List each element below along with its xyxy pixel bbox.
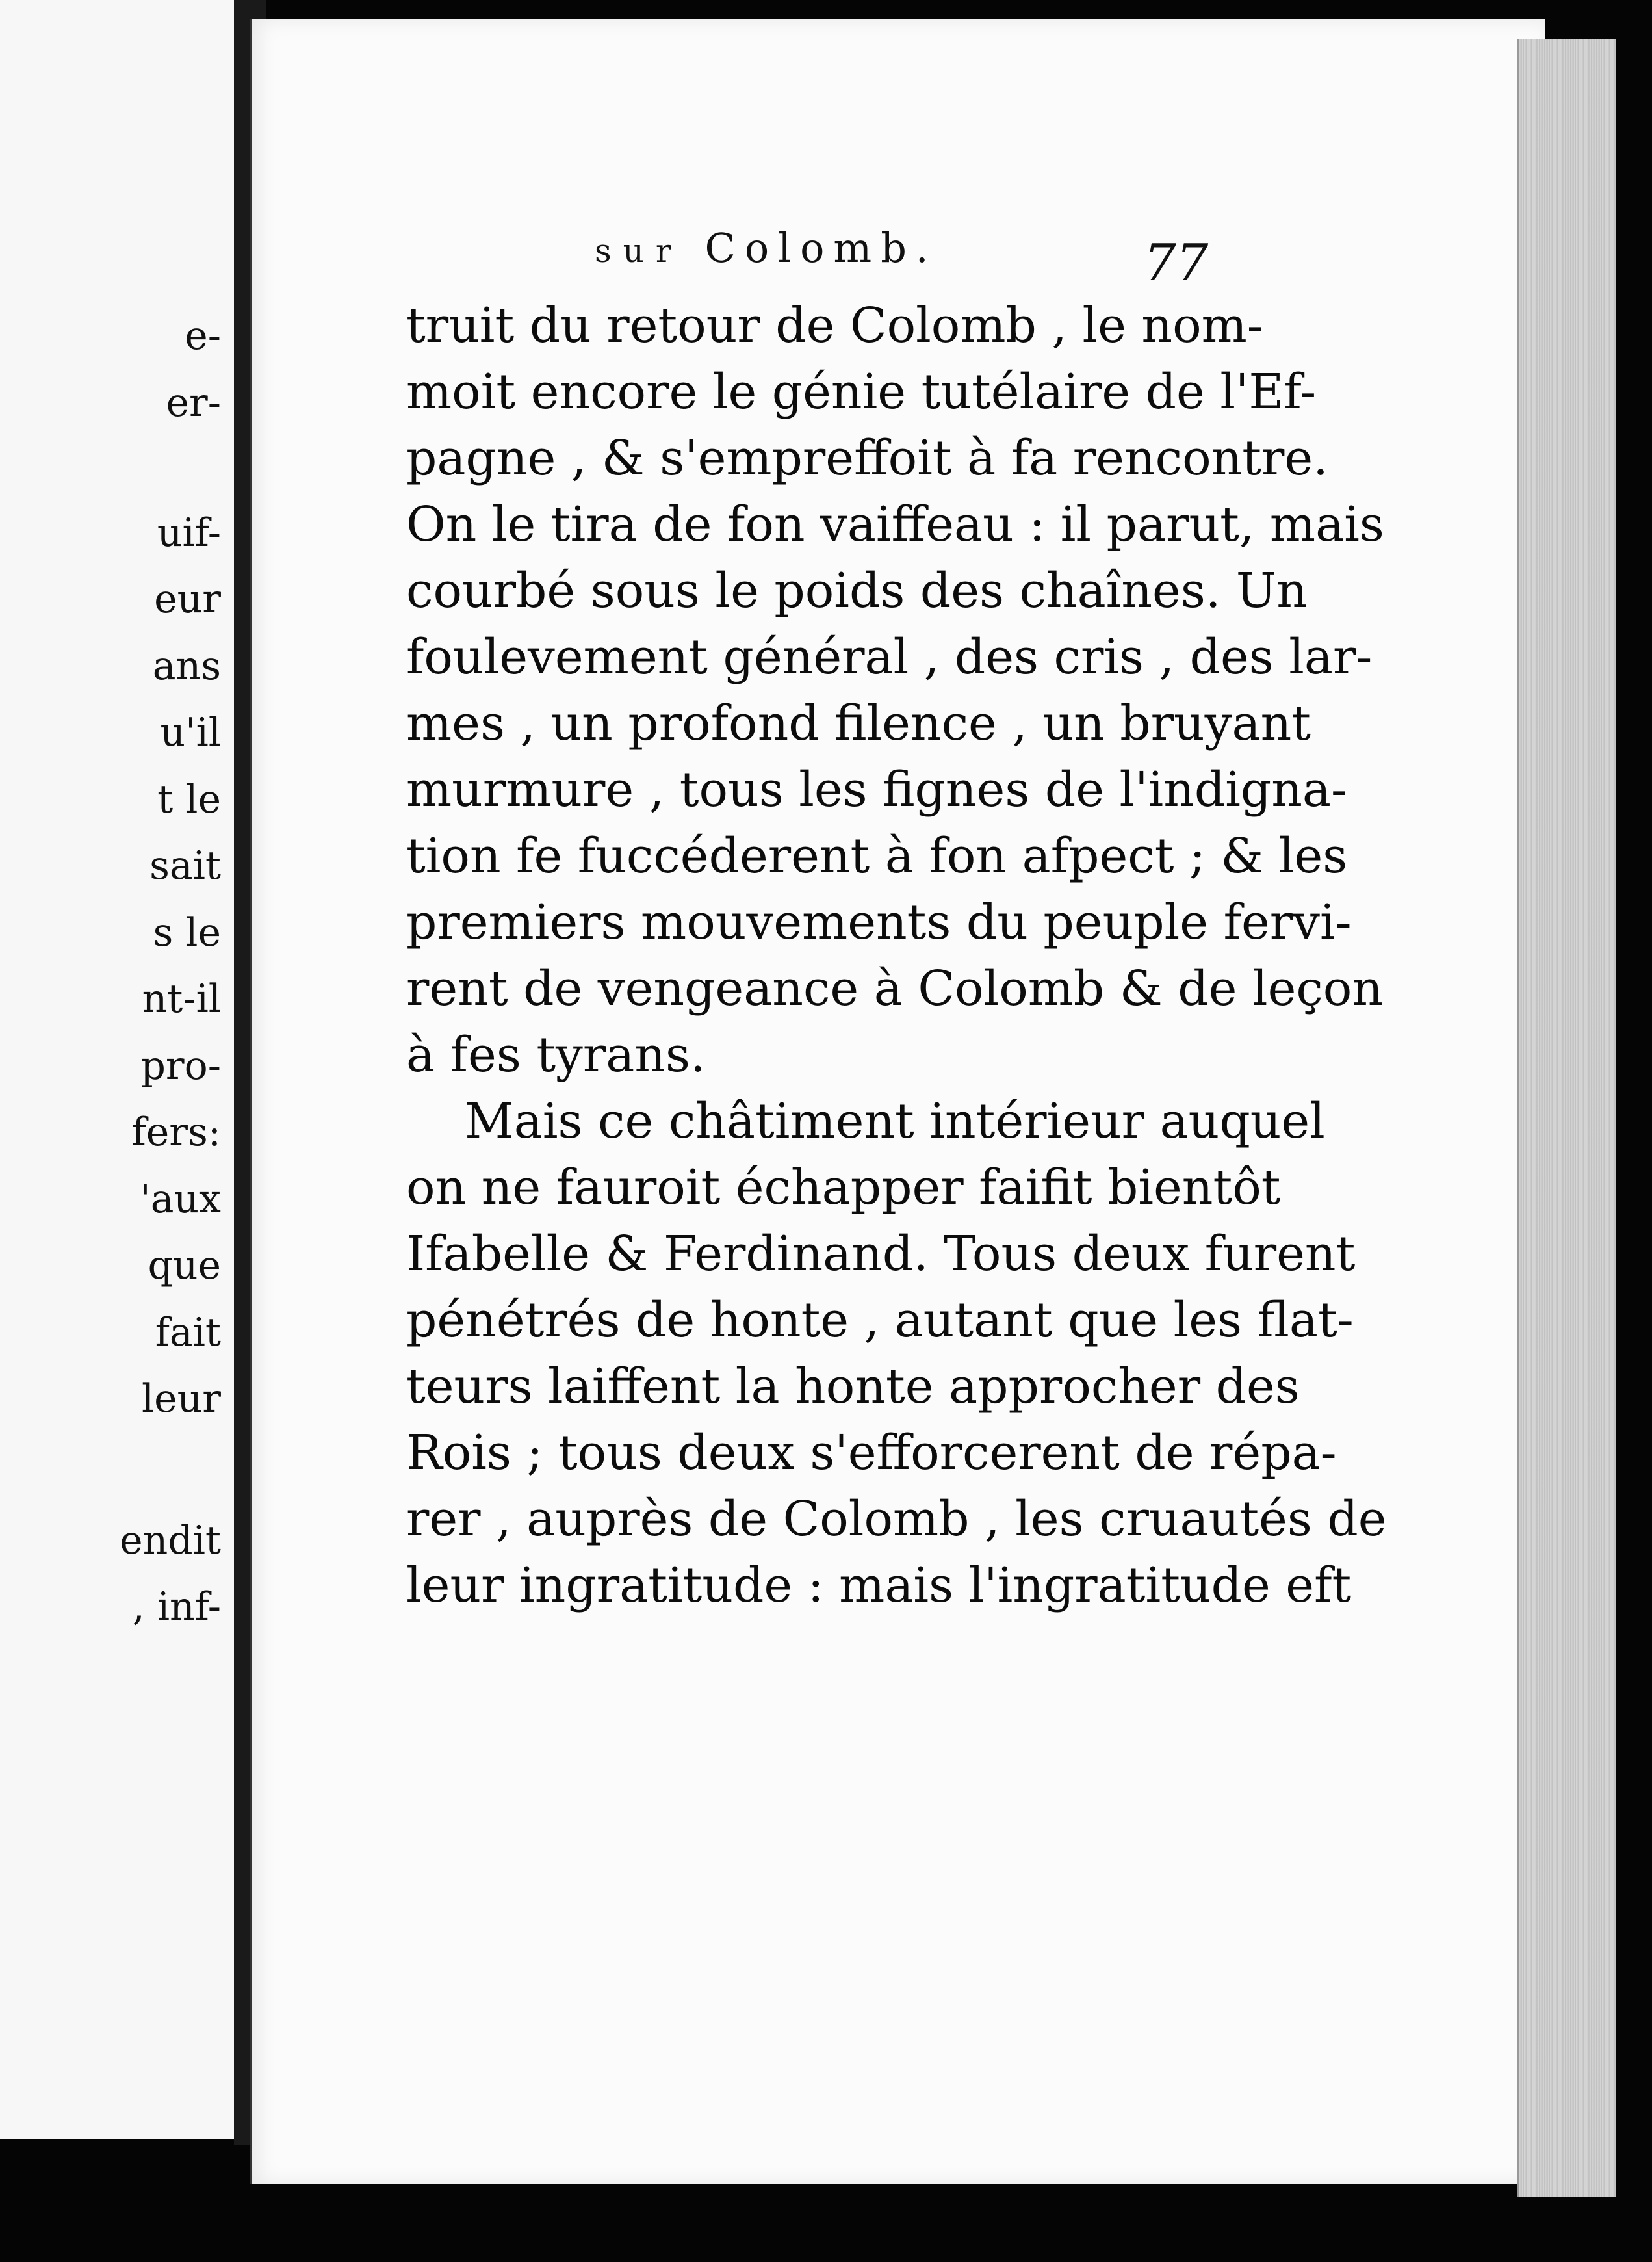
left-line-fragment: u'il bbox=[160, 710, 221, 755]
text-line: premiers mouvements du peuple fervi- bbox=[406, 894, 1352, 950]
body-text bbox=[406, 292, 1387, 1618]
text-line: rent de vengeance à Colomb & de leçon bbox=[406, 961, 1384, 1017]
text-line: murmure , tous les fignes de l'indigna- bbox=[406, 762, 1348, 818]
left-line-fragment: fait bbox=[155, 1310, 221, 1355]
running-head bbox=[595, 224, 938, 272]
text-line: rer , auprès de Colomb , les cruautés de bbox=[406, 1491, 1387, 1547]
text-line: Mais ce châtiment intérieur auquel bbox=[465, 1093, 1325, 1149]
text-line: pénétrés de honte , autant que les flat- bbox=[406, 1292, 1354, 1348]
text-line: tion fe fuccéderent à fon afpect ; & les bbox=[406, 828, 1348, 884]
text-line: leur ingratitude : mais l'ingratitude eft bbox=[406, 1557, 1352, 1613]
left-line-fragment: pro- bbox=[140, 1043, 221, 1089]
left-line-fragment: 'aux bbox=[140, 1176, 221, 1222]
left-page bbox=[0, 0, 236, 2138]
left-line-fragment: e- bbox=[185, 313, 221, 359]
left-line-fragment: endit bbox=[120, 1518, 221, 1563]
text-line: truit du retour de Colomb , le nom- bbox=[406, 298, 1263, 354]
page-number: 77 bbox=[1144, 234, 1209, 292]
text-line: moit encore le génie tutélaire de l'Ef- bbox=[406, 364, 1317, 420]
text-line: mes , un profond filence , un bruyant bbox=[406, 696, 1311, 751]
text-line: foulevement général , des cris , des lar- bbox=[406, 629, 1373, 685]
text-line: Ifabelle & Ferdinand. Tous deux furent bbox=[406, 1226, 1356, 1282]
left-line-fragment: eur bbox=[154, 577, 221, 622]
left-line-fragment: ans bbox=[152, 644, 221, 689]
left-line-fragment: nt-il bbox=[142, 976, 221, 1022]
text-line: On le tira de fon vaiffeau : il parut, mais bbox=[406, 497, 1384, 552]
text-line: à fes tyrans. bbox=[406, 1027, 706, 1083]
left-line-fragment: uif- bbox=[157, 510, 221, 556]
text-line: on ne fauroit échapper faifit bientôt bbox=[406, 1160, 1281, 1216]
left-line-fragment: fers: bbox=[131, 1110, 221, 1155]
left-line-fragment: , inf- bbox=[132, 1584, 221, 1630]
left-line-fragment: er- bbox=[166, 380, 221, 426]
left-line-fragment: s le bbox=[153, 910, 221, 956]
page-edges bbox=[1517, 39, 1616, 2197]
text-line: Rois ; tous deux s'efforcerent de répa- bbox=[406, 1425, 1337, 1481]
left-line-fragment: que bbox=[148, 1243, 221, 1288]
running-head-sur: sur bbox=[595, 232, 683, 270]
text-line: courbé sous le poids des chaînes. Un bbox=[406, 563, 1308, 619]
left-line-fragment: leur bbox=[141, 1376, 221, 1422]
running-head-colomb: Colomb. bbox=[704, 224, 938, 272]
text-line: teurs laiffent la honte approcher des bbox=[406, 1358, 1300, 1414]
left-line-fragment: sait bbox=[149, 843, 221, 889]
left-line-fragment: t le bbox=[157, 777, 221, 822]
text-line: pagne , & s'empreffoit à fa rencontre. bbox=[406, 430, 1328, 486]
